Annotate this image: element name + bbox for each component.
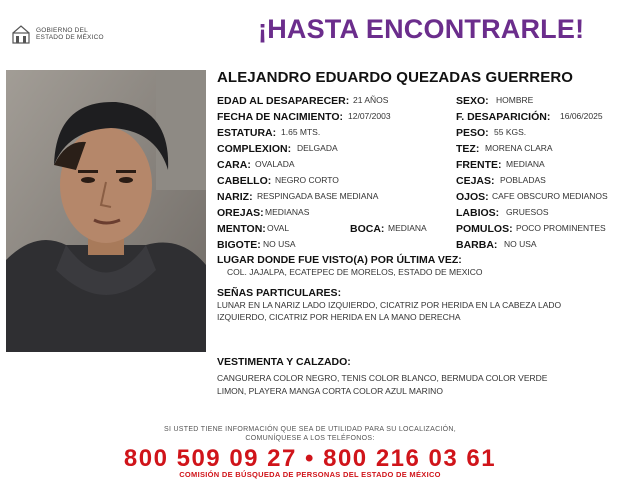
field-label: BARBA:: [456, 239, 498, 251]
field-value: OVAL: [267, 223, 290, 233]
field-label: BIGOTE:: [217, 239, 261, 251]
info-line-1: SI USTED TIENE INFORMACIÓN QUE SEA DE UTILIDAD PARA SU LOCALIZACIÓN,: [163, 426, 457, 433]
field-value: MEDIANA: [388, 223, 427, 233]
field-eyes: [456, 190, 608, 203]
field-value: NEGRO CORTO: [275, 175, 339, 185]
field-sex: [456, 94, 534, 107]
field-label: BOCA:: [350, 223, 385, 235]
clothing-line-1: CANGURERA COLOR NEGRO, TENIS COLOR BLANCO, BERMUDA COLOR VERDE: [217, 373, 548, 383]
field-label: OREJAS:: [217, 207, 264, 219]
field-weight: [456, 126, 527, 139]
field-label: OJOS:: [456, 191, 489, 203]
field-label: NARIZ:: [217, 191, 253, 203]
field-label: LABIOS:: [456, 207, 500, 219]
field-lips: [456, 206, 549, 219]
person-name: ALEJANDRO EDUARDO QUEZADAS GUERRERO: [217, 69, 574, 86]
field-label: F. DESAPARICIÓN:: [456, 111, 551, 123]
field-label: COMPLEXION:: [217, 143, 292, 155]
marks-title: SEÑAS PARTICULARES:: [217, 287, 342, 299]
field-age: [217, 94, 389, 107]
field-value: NO USA: [504, 239, 537, 249]
field-label: TEZ:: [456, 143, 480, 155]
field-label: POMULOS:: [456, 223, 513, 235]
clothing-title: VESTIMENTA Y CALZADO:: [217, 356, 351, 368]
field-label: SEXO:: [456, 95, 489, 107]
field-cheekbones: [456, 222, 606, 235]
field-height: [217, 126, 321, 139]
field-disappearance-date: [456, 110, 603, 123]
field-value: HOMBRE: [496, 95, 534, 105]
government-logo: [10, 22, 120, 46]
field-build: [217, 142, 338, 155]
clothing-line-2: LIMON, PLAYERA MANGA CORTA COLOR AZUL MARINO: [217, 386, 443, 396]
government-name: [36, 27, 104, 41]
field-value: 21 AÑOS: [353, 95, 389, 105]
gov-line-2: ESTADO DE MÉXICO: [36, 34, 104, 41]
field-label: CEJAS:: [456, 175, 495, 187]
field-label: FRENTE:: [456, 159, 502, 171]
field-value: MORENA CLARA: [485, 143, 553, 153]
info-line-2: COMUNÍQUESE A LOS TELÉFONOS:: [245, 435, 375, 442]
field-value: POCO PROMINENTES: [516, 223, 606, 233]
gov-line-1: GOBIERNO DEL: [36, 27, 88, 34]
field-label: MENTON:: [217, 223, 266, 235]
field-value: 12/07/2003: [348, 111, 391, 121]
field-complexion: [456, 142, 553, 155]
field-face: [217, 158, 295, 171]
field-label: PESO:: [456, 127, 489, 139]
last-seen-text: COL. JAJALPA, ECATEPEC DE MORELOS, ESTADO DE MEXICO: [227, 267, 483, 277]
headline: ¡HASTA ENCONTRARLE!: [258, 14, 585, 44]
field-value: GRUESOS: [506, 207, 549, 217]
field-chin: [217, 222, 290, 235]
field-label: ESTATURA:: [217, 127, 277, 139]
field-nose: [217, 190, 379, 203]
commission-name: COMISIÓN DE BÚSQUEDA DE PERSONAS DEL ESTADO DE MÉXICO: [179, 470, 441, 479]
field-value: DELGADA: [297, 143, 338, 153]
missing-person-photo: [6, 70, 206, 352]
field-value: NO USA: [263, 239, 296, 249]
field-label: EDAD AL DESAPARECER:: [217, 95, 350, 107]
field-value: 55 KGS.: [494, 127, 527, 137]
last-seen-title: LUGAR DONDE FUE VISTO(A) POR ÚLTIMA VEZ:: [217, 254, 462, 266]
field-beard: [456, 238, 537, 251]
field-label: FECHA DE NACIMIENTO:: [217, 111, 343, 123]
field-ears: [217, 206, 310, 219]
field-value: MEDIANAS: [265, 207, 310, 217]
field-label: CARA:: [217, 159, 251, 171]
field-value: OVALADA: [255, 159, 295, 169]
field-value: 16/06/2025: [560, 111, 603, 121]
field-eyebrows: [456, 174, 546, 187]
field-forehead: [456, 158, 545, 171]
state-seal-icon: [10, 23, 32, 45]
field-birthdate: [217, 110, 391, 123]
field-label: CABELLO:: [217, 175, 272, 187]
contact-phones: 800 509 09 27 • 800 216 03 61: [123, 445, 497, 472]
field-value: 1.65 MTS.: [281, 127, 321, 137]
field-value: POBLADAS: [500, 175, 546, 185]
field-mouth: [350, 222, 427, 235]
marks-line-2: IZQUIERDO, CICATRIZ POR HERIDA EN LA MANO DERECHA: [217, 312, 461, 322]
field-mustache: [217, 238, 296, 251]
portrait-illustration: [6, 70, 206, 352]
marks-line-1: LUNAR EN LA NARIZ LADO IZQUIERDO, CICATRIZ POR HERIDA EN LA CABEZA LADO: [217, 300, 562, 310]
field-hair: [217, 174, 339, 187]
field-value: RESPINGADA BASE MEDIANA: [257, 191, 379, 201]
field-value: MEDIANA: [506, 159, 545, 169]
field-value: CAFE OBSCURO MEDIANOS: [492, 191, 608, 201]
